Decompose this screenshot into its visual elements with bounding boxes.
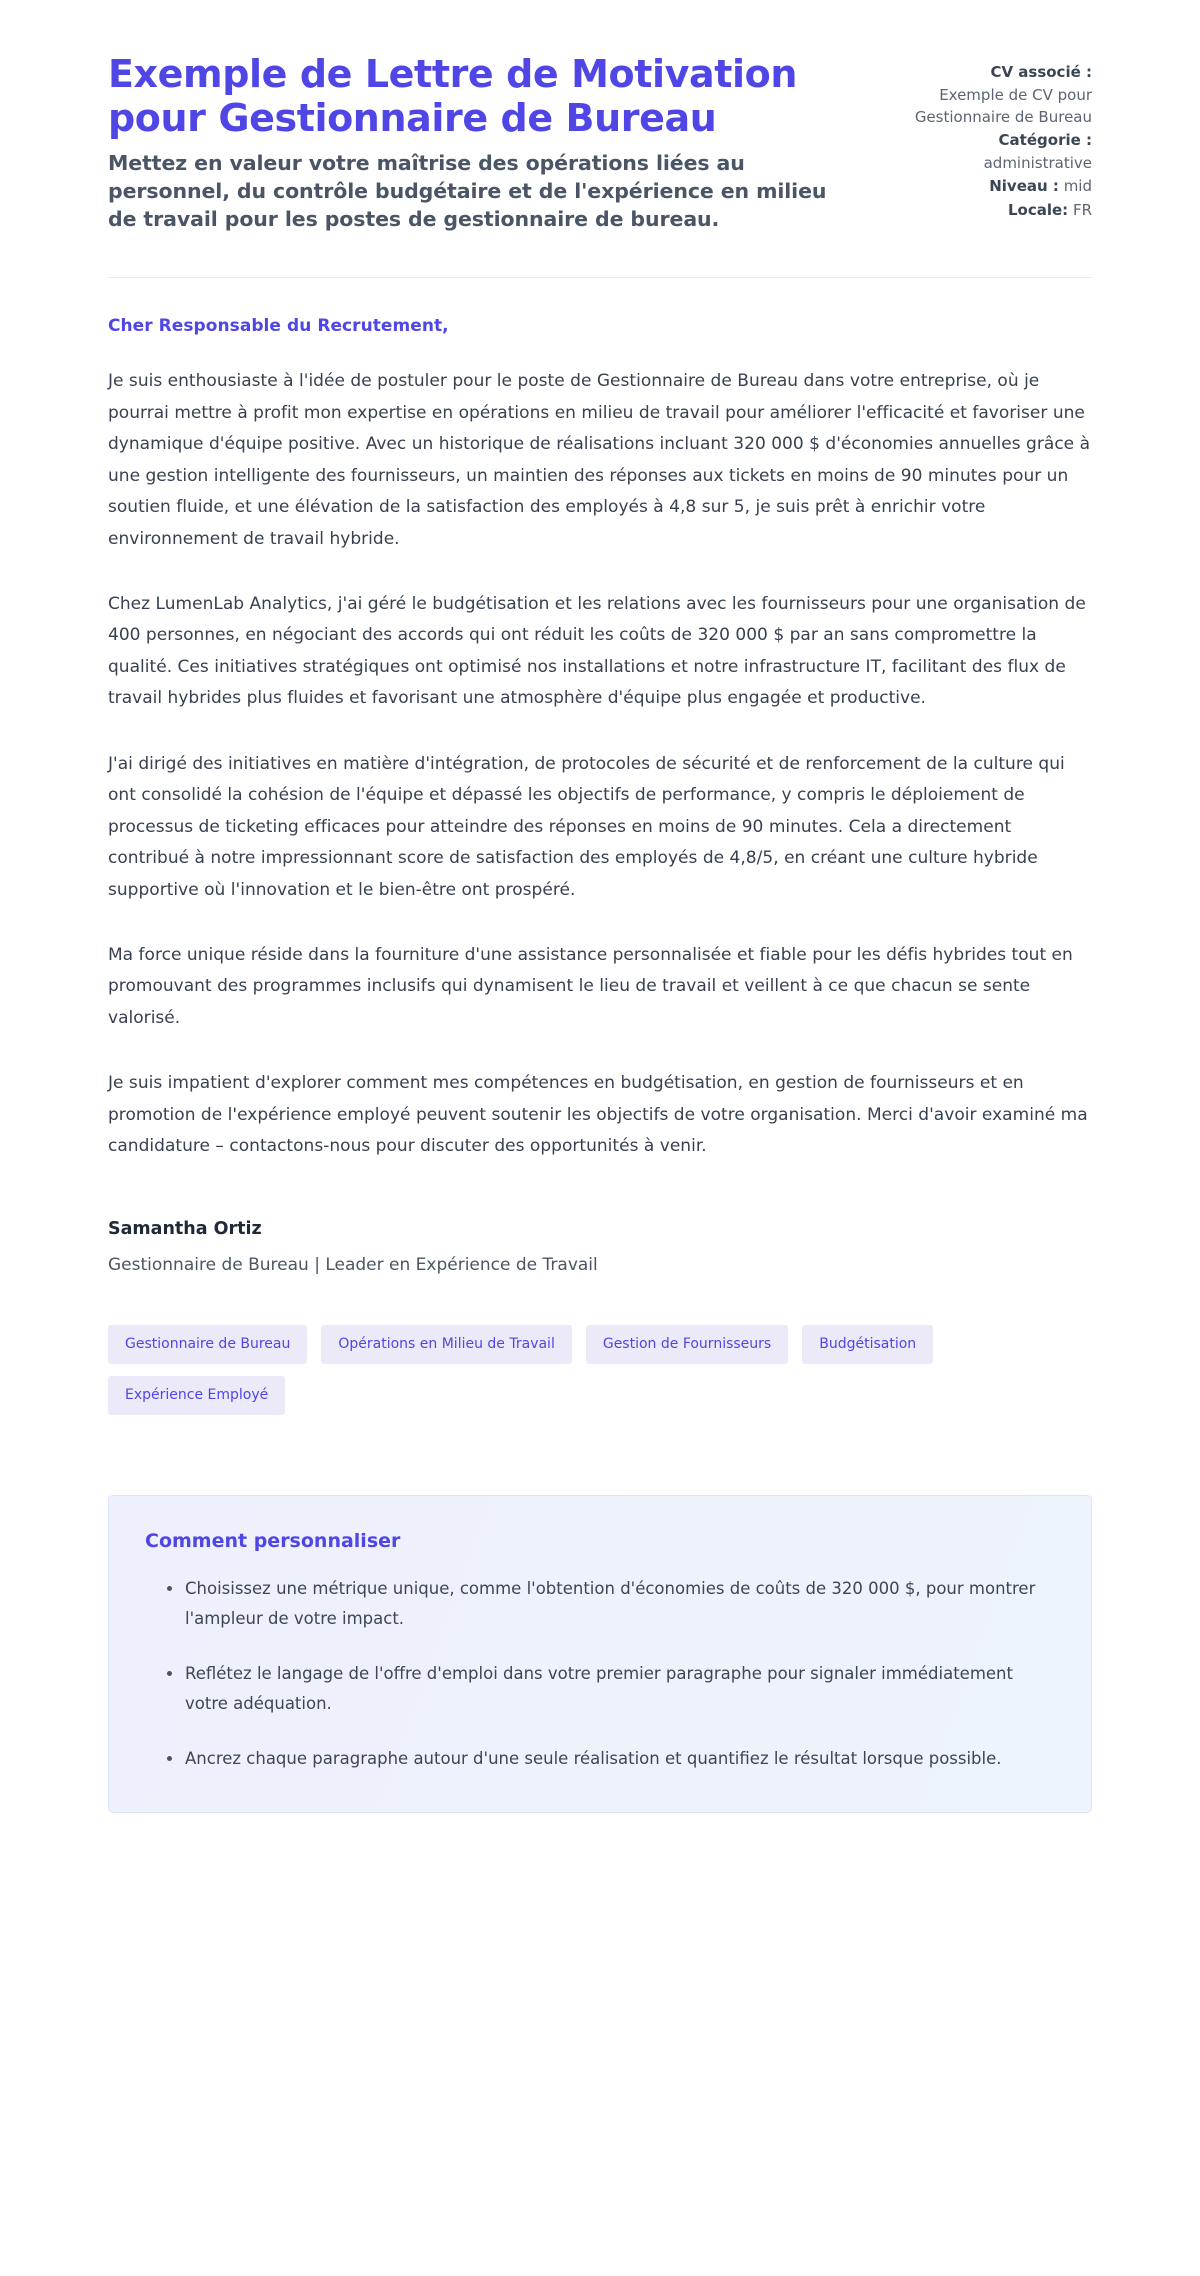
- document-metadata-panel: [910, 52, 1092, 223]
- page-title: Exemple de Lettre de Motivation pour Gestionnaire de Bureau: [108, 52, 798, 141]
- callout-tip-item: Reflétez le langage de l'offre d'emploi dans votre premier paragraphe pour signaler immédiatement votre adéquation.: [167, 1659, 1055, 1720]
- tag-chip[interactable]: Expérience Employé: [108, 1376, 285, 1415]
- meta-value-category-row: [910, 153, 1092, 174]
- callout-tip-list: [145, 1574, 1055, 1775]
- tag-chip[interactable]: Gestionnaire de Bureau: [108, 1325, 307, 1364]
- letter-paragraph: Chez LumenLab Analytics, j'ai géré le budgétisation et les relations avec les fournisseurs pour une organisation de 400 personnes, en négociant des accords qui ont réduit les coûts de 320 000 $ par an sans compromettre la qualité. Ces initiatives stratégiques ont optimisé nos installations et notre infrastructure IT, facilitant des flux de travail hybrides plus fluides et favorisant une atmosphère d'équipe plus engagée et productive.: [108, 594, 1086, 709]
- cover-letter-body: [108, 278, 1092, 1162]
- meta-label-locale: Locale:: [1007, 200, 1069, 219]
- meta-row-locale: [910, 200, 1092, 221]
- meta-row-associated-cv: [910, 62, 1092, 83]
- callout-tip-item: Choisissez une métrique unique, comme l'obtention d'économies de coûts de 320 000 $, pour montrer l'ampleur de votre impact.: [167, 1574, 1055, 1635]
- meta-label-category: Catégorie :: [998, 130, 1092, 149]
- letter-paragraph: Je suis impatient d'explorer comment mes compétences en budgétisation, en gestion de fournisseurs et en promotion de l'expérience employé peuvent soutenir les objectifs de votre organisation. Merci d'avoir examiné ma candidature – contactons-nous pour discuter des opportunités à venir.: [108, 1073, 1088, 1157]
- meta-value-category: administrative: [983, 154, 1092, 173]
- letter-paragraph: Ma force unique réside dans la fourniture d'une assistance personnalisée et fiable pour les défis hybrides tout en promouvant des programmes inclusifs qui dynamisent le lieu de travail et veillent à ce que chacun se sente valorisé.: [108, 944, 1073, 1028]
- meta-label-level: Niveau :: [989, 177, 1059, 196]
- document-header: [108, 0, 1092, 233]
- customization-callout: [108, 1495, 1092, 1814]
- letter-salutation: Cher Responsable du Recrutement,: [108, 316, 449, 337]
- tag-chip[interactable]: Budgétisation: [802, 1325, 933, 1364]
- letter-paragraph: Je suis enthousiaste à l'idée de postuler pour le poste de Gestionnaire de Bureau dans votre entreprise, où je pourrai mettre à profit mon expertise en opérations en milieu de travail pour améliorer l'efficacité et favoriser une dynamique d'équipe positive. Avec un historique de réalisations incluant 320 000 $ d'économies annuelles grâce à une gestion intelligente des fournisseurs, un maintien des réponses aux tickets en moins de 90 minutes pour un soutien fluide, et une élévation de la satisfaction des employés à 4,8 sur 5, je suis prêt à enrichir votre environnement de travail hybride.: [108, 371, 1091, 549]
- callout-tip-item: Ancrez chaque paragraphe autour d'une seule réalisation et quantifiez le résultat lorsque possible.: [167, 1744, 1055, 1775]
- meta-value-associated-cv-row: [910, 85, 1092, 128]
- meta-value-level: mid: [1063, 177, 1092, 196]
- signature-name: Samantha Ortiz: [108, 1218, 262, 1239]
- header-text-block: [108, 52, 848, 233]
- meta-label-associated-cv: CV associé :: [990, 63, 1092, 81]
- meta-value-associated-cv: Exemple de CV pour Gestionnaire de Bureau: [914, 86, 1092, 126]
- tag-list: [108, 1275, 1068, 1415]
- meta-value-locale: FR: [1072, 200, 1092, 219]
- letter-paragraph: J'ai dirigé des initiatives en matière d'intégration, de protocoles de sécurité et de renforcement de la culture qui ont consolidé la cohésion de l'équipe et dépassé les objectifs de performance, y compris le déploiement de processus de ticketing efficaces pour atteindre des réponses en moins de 90 minutes. Cela a directement contribué à notre impressionnant score de satisfaction des employés de 4,8/5, en créant une culture hybride supportive où l'innovation et le bien-être ont prospéré.: [108, 753, 1065, 900]
- callout-title: Comment personnaliser: [145, 1529, 401, 1552]
- page-subtitle: Mettez en valeur votre maîtrise des opérations liées au personnel, du contrôle budgétaire et de l'expérience en milieu de travail pour les postes de gestionnaire de bureau.: [108, 151, 827, 232]
- signature-role: Gestionnaire de Bureau | Leader en Expérience de Travail: [108, 1254, 598, 1275]
- tag-chip[interactable]: Opérations en Milieu de Travail: [321, 1325, 571, 1364]
- signature-block: [108, 1163, 1092, 1275]
- meta-row-level: [910, 176, 1092, 197]
- meta-row-category: [910, 130, 1092, 151]
- tag-chip[interactable]: Gestion de Fournisseurs: [586, 1325, 788, 1364]
